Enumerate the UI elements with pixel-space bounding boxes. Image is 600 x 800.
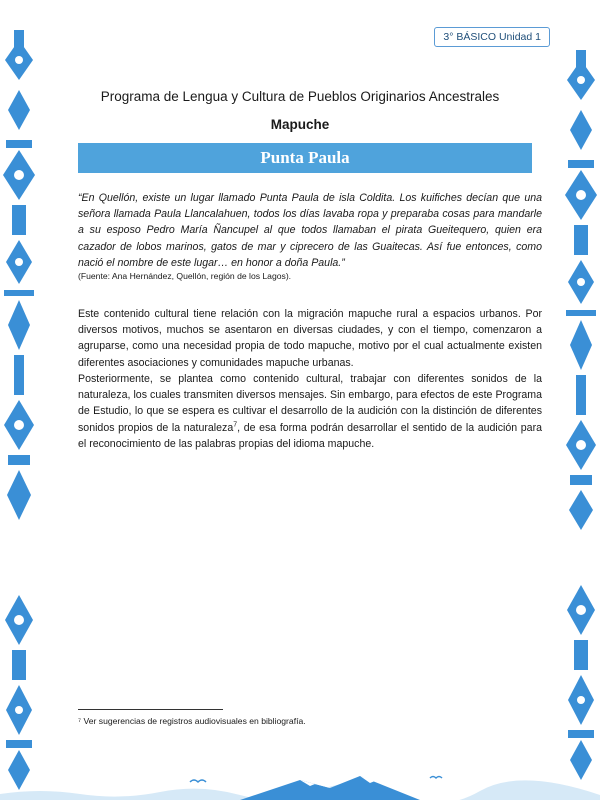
section-title-banner: Punta Paula [78,143,532,173]
footnote-divider [78,709,223,710]
footnote: ⁷ Ver sugerencias de registros audiovisuales en bibliografía. [78,716,306,726]
subtitle: Mapuche [270,117,330,132]
paragraph-sounds-part1: Posteriormente, se plantea como contenido cultural, trabajar con diferentes sonidos de la naturaleza, los cuales transmiten diversos mensajes. Sin embargo, para efectos de este Programa de Estudio, lo que se espera es cultivar el desarrollo de la audición con la distinción de diferentes sonidos propios de la naturaleza [78,373,542,434]
quote-source: (Fuente: Ana Hernández, Quellón, región de los Lagos). [78,271,292,281]
program-title: Programa de Lengua y Cultura de Pueblos Originarios Ancestrales [100,89,500,104]
paragraph-sounds [78,371,542,452]
footnote-reference: 7 [233,421,238,429]
grade-unit-badge: 3° BÁSICO Unidad 1 [434,27,550,47]
decorative-border-right [562,0,600,800]
bottom-landscape-illustration [0,768,600,800]
decorative-border-left [0,0,38,800]
paragraph-migration: Este contenido cultural tiene relación con la migración mapuche rural a espacios urbanos. Por diversos motivos, muchos se asentaron en diversas ciudades, y con el tiempo, comenzaron a agruparse, como una necesidad propia de todo mapuche, motivo por el cual actualmente existen diferentes asociaciones y comunidades mapuche urbanas. [78,308,542,369]
legend-quote: “En Quellón, existe un lugar llamado Punta Paula de isla Coldita. Los kuifiches decían que una señora llamada Paula Llancalahuen, todos los días lavaba ropa y preparaba cosas para mandarle a su esposo Pedro María Ñancupel al que todos llamaban el pirata Gueitequero, quien era cazador de lobos marinos, gatos de mar y ciprecero de las Guaitecas. Así fue entonces, como nació el nombre de este lugar… en honor a doña Paula.” [78,192,542,269]
paragraph-sounds-part2: , de esa forma podrán desarrollar el sentido de la audición para el reconocimiento de las palabras propias del idioma mapuche. [78,421,542,450]
